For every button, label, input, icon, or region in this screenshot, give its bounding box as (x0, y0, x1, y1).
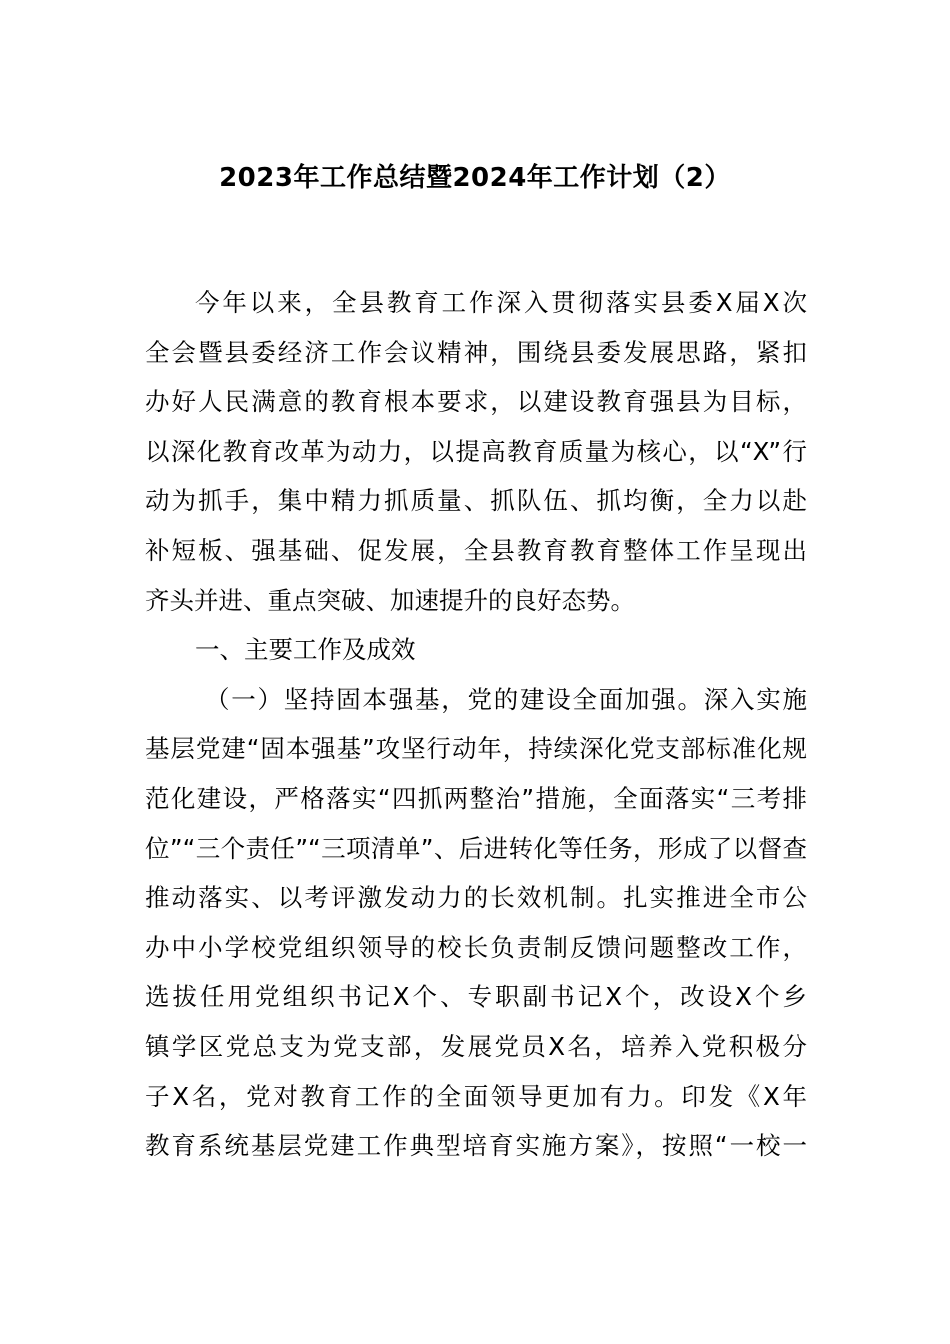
paragraph-line: 选拔任用党组织书记X个、专职副书记X个，改设X个乡 (145, 982, 807, 1012)
paragraph-line: 镇学区党总支为党支部，发展党员X名，培养入党积极分 (145, 1031, 807, 1061)
subsection-line: （一）坚持固本强基，党的建设全面加强。深入实施 (205, 684, 807, 714)
paragraph-line: 办好人民满意的教育根本要求，以建设教育强县为目标， (145, 387, 807, 417)
paragraph-line: 以深化教育改革为动力，以提高教育质量为核心，以“X”行 (145, 436, 807, 466)
paragraph-line: 全会暨县委经济工作会议精神，围绕县委发展思路，紧扣 (145, 337, 807, 367)
paragraph-line: 基层党建“固本强基”攻坚行动年，持续深化党支部标准化规 (145, 734, 807, 764)
document-title: 2023年工作总结暨2024年工作计划（2） (219, 163, 731, 193)
section-heading: 一、主要工作及成效 (195, 635, 416, 665)
paragraph-line: 动为抓手，集中精力抓质量、抓队伍、抓均衡，全力以赴 (145, 486, 807, 516)
paragraph-line: 子X名，党对教育工作的全面领导更加有力。印发《X年 (145, 1081, 807, 1111)
paragraph-line: 今年以来，全县教育工作深入贯彻落实县委X届X次 (195, 288, 807, 317)
paragraph-line: 办中小学校党组织领导的校长负责制反馈问题整改工作， (145, 932, 807, 962)
paragraph-line: 位”“三个责任”“三项清单”、后进转化等任务，形成了以督查 (145, 833, 807, 863)
paragraph-line: 推动落实、以考评激发动力的长效机制。扎实推进全市公 (145, 883, 807, 913)
paragraph-line: 教育系统基层党建工作典型培育实施方案》，按照“一校一 (145, 1131, 807, 1161)
document-body (145, 278, 807, 1171)
paragraph-line: 补短板、强基础、促发展，全县教育教育整体工作呈现出 (145, 535, 807, 565)
paragraph-line: 范化建设，严格落实“四抓两整治”措施，全面落实“三考排 (145, 783, 807, 813)
paragraph-line: 齐头并进、重点突破、加速提升的良好态势。 (145, 585, 635, 615)
